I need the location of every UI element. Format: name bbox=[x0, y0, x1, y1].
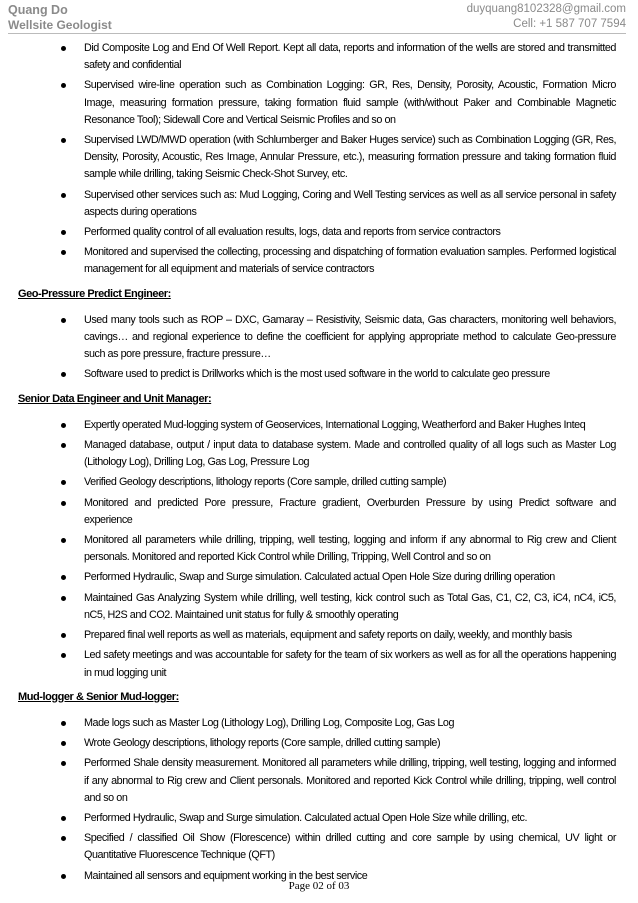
list-item bbox=[18, 366, 616, 383]
list-item bbox=[18, 40, 616, 74]
list-item-text: Maintained all sensors and equipment working in the best service bbox=[84, 869, 368, 882]
bullet-icon bbox=[61, 761, 66, 766]
bullet-icon bbox=[61, 633, 66, 638]
list-item-text: Wrote Geology descriptions, lithology reports (Core sample, drilled cutting sample) bbox=[84, 737, 441, 750]
resume-body bbox=[18, 40, 616, 888]
list-item bbox=[18, 495, 616, 529]
list-item-text: Verified Geology descriptions, lithology reports (Core sample, drilled cutting sample) bbox=[84, 476, 447, 489]
list-item bbox=[18, 715, 616, 732]
list-item bbox=[18, 735, 616, 752]
list-item bbox=[18, 647, 616, 681]
list-item bbox=[18, 244, 616, 278]
bullet-icon bbox=[61, 874, 66, 879]
bullet-icon bbox=[61, 501, 66, 506]
list-item bbox=[18, 417, 616, 434]
header-divider bbox=[8, 33, 626, 34]
section-bullet-list bbox=[18, 417, 616, 682]
bullet-icon bbox=[61, 423, 66, 428]
bullet-icon bbox=[61, 193, 66, 198]
list-item bbox=[18, 810, 616, 827]
list-item-text: Made logs such as Master Log (Lithology Log), Drilling Log, Composite Log, Gas Log bbox=[84, 716, 455, 729]
list-item bbox=[18, 187, 616, 221]
header-job-title: Wellsite Geologist bbox=[8, 18, 112, 32]
bullet-icon bbox=[61, 318, 66, 323]
header-phone: Cell: +1 587 707 7594 bbox=[513, 18, 626, 30]
list-item bbox=[18, 590, 616, 624]
bullet-icon bbox=[61, 83, 66, 88]
bullet-icon bbox=[61, 372, 66, 377]
list-item bbox=[18, 627, 616, 644]
bullet-icon bbox=[61, 741, 66, 746]
section-heading: Mud-logger & Senior Mud-logger: bbox=[18, 690, 179, 703]
bullet-icon bbox=[61, 138, 66, 143]
list-item bbox=[18, 569, 616, 586]
list-item-text: Monitored all parameters while drilling, tripping, well testing, logging and inform if any abnormal to Rig crew and Client personals. Monitored and reported Kick Control while Drilling, Tripping, Well Control and so on bbox=[84, 534, 616, 564]
bullet-icon bbox=[61, 816, 66, 821]
bullet-icon bbox=[61, 250, 66, 255]
list-item-text: Prepared final well reports as well as materials, equipment and safety reports on daily, weekly, and monthly basis bbox=[84, 629, 572, 642]
bullet-icon bbox=[61, 480, 66, 485]
list-item bbox=[18, 224, 616, 241]
bullet-icon bbox=[61, 653, 66, 658]
section-bullet-list bbox=[18, 312, 616, 384]
list-item-text: Specified / classified Oil Show (Florescence) within drilled cutting and core sample by using chemical, UV light or Quantitative Fluorescence Technique (QFT) bbox=[84, 832, 616, 862]
list-item bbox=[18, 532, 616, 566]
list-item-text: Managed database, output / input data to database system. Made and controlled quality of all logs such as Master Log (Lithology Log), Drilling Log, Gas Log, Pressure Log bbox=[84, 439, 616, 469]
list-item-text: Software used to predict is Drillworks which is the most used software in the world to calculate geo pressure bbox=[84, 368, 550, 381]
bullet-icon bbox=[61, 721, 66, 726]
bullet-icon bbox=[61, 230, 66, 235]
list-item-text: Monitored and predicted Pore pressure, Fracture gradient, Overburden Pressure by using Predict software and experience bbox=[84, 496, 616, 526]
list-item bbox=[18, 830, 616, 864]
list-item-text: Performed Hydraulic, Swap and Surge simulation. Calculated actual Open Hole Size during drilling operation bbox=[84, 571, 555, 584]
list-item bbox=[18, 474, 616, 491]
list-item-text: Supervised other services such as: Mud Logging, Coring and Well Testing services as well as all service personal in safety aspects during operations bbox=[84, 188, 616, 218]
list-item bbox=[18, 132, 616, 184]
section-heading: Geo-Pressure Predict Engineer: bbox=[18, 287, 171, 300]
bullet-icon bbox=[61, 596, 66, 601]
section-bullet-list bbox=[18, 715, 616, 885]
list-item bbox=[18, 755, 616, 807]
list-item-text: Supervised wire-line operation such as Combination Logging: GR, Res, Density, Porosity, Acoustic, Formation Micro Image, measuring formation pressure, taking formation fluid sample (with/without Paker and Combinable Magnetic Resonance Tool); Sidewall Core and Vertical Seismic Profiles and so on bbox=[84, 79, 616, 126]
bullet-icon bbox=[61, 538, 66, 543]
list-item-text: Supervised LWD/MWD operation (with Schlumberger and Baker Huges service) such as Combination Logging (GR, Res, Density, Porosity, Acoustic, Res Image, Annular Pressure, etc.), measuring formation pressure and taking formation fluid sample while drilling, taking Seismic Check-Shot Survey, etc. bbox=[84, 134, 616, 181]
list-item bbox=[18, 77, 616, 129]
sections-container bbox=[18, 286, 616, 885]
page-header bbox=[8, 2, 626, 34]
intro-bullet-list bbox=[18, 40, 616, 279]
list-item-text: Monitored and supervised the collecting, processing and dispatching of formation evaluation samples. Performed logistical management for all equipment and materials of service contractors bbox=[84, 246, 616, 276]
section-heading: Senior Data Engineer and Unit Manager: bbox=[18, 392, 212, 405]
bullet-icon bbox=[61, 575, 66, 580]
list-item-text: Led safety meetings and was accountable for safety for the team of six workers as well as for all the operations happening in mud logging unit bbox=[84, 649, 616, 679]
list-item bbox=[18, 437, 616, 471]
list-item-text: Performed Hydraulic, Swap and Surge simulation. Calculated actual Open Hole Size while drilling, etc. bbox=[84, 811, 528, 824]
header-email[interactable]: duyquang8102328@gmail.com bbox=[466, 3, 626, 15]
list-item-text: Used many tools such as ROP – DXC, Gamaray – Resistivity, Seismic data, Gas characters, monitoring well behaviors, cavings… and regional experience to define the coefficient for applying appropriate method to calculate Geo-pressure such as pore pressure, fracture pressure… bbox=[84, 313, 616, 361]
header-name: Quang Do bbox=[8, 3, 68, 17]
bullet-icon bbox=[61, 443, 66, 448]
list-item-text: Performed Shale density measurement. Monitored all parameters while drilling, tripping, well testing, logging and informed if any abnormal to Rig crew and Client personals. Monitored and reported Kick Control while drilling, tripping, well control and so on bbox=[84, 757, 616, 804]
list-item-text: Maintained Gas Analyzing System while drilling, well testing, kick control such as Total Gas, C1, C2, C3, iC4, nC4, iC5, nC5, H2S and CO2. Maintained unit status for fully & smoothly operating bbox=[84, 591, 616, 621]
list-item-text: Performed quality control of all evaluation results, logs, data and reports from service contractors bbox=[84, 226, 501, 239]
bullet-icon bbox=[61, 836, 66, 841]
bullet-icon bbox=[61, 46, 66, 51]
list-item bbox=[18, 312, 616, 364]
list-item-text: Expertly operated Mud-logging system of Geoservices, International Logging, Weatherford and Baker Hughes Inteq bbox=[84, 418, 586, 431]
page-footer: Page 02 of 03 bbox=[288, 880, 350, 892]
list-item-text: Did Composite Log and End Of Well Report. Kept all data, reports and information of the wells are stored and transmitted safety and confidential bbox=[84, 42, 616, 72]
